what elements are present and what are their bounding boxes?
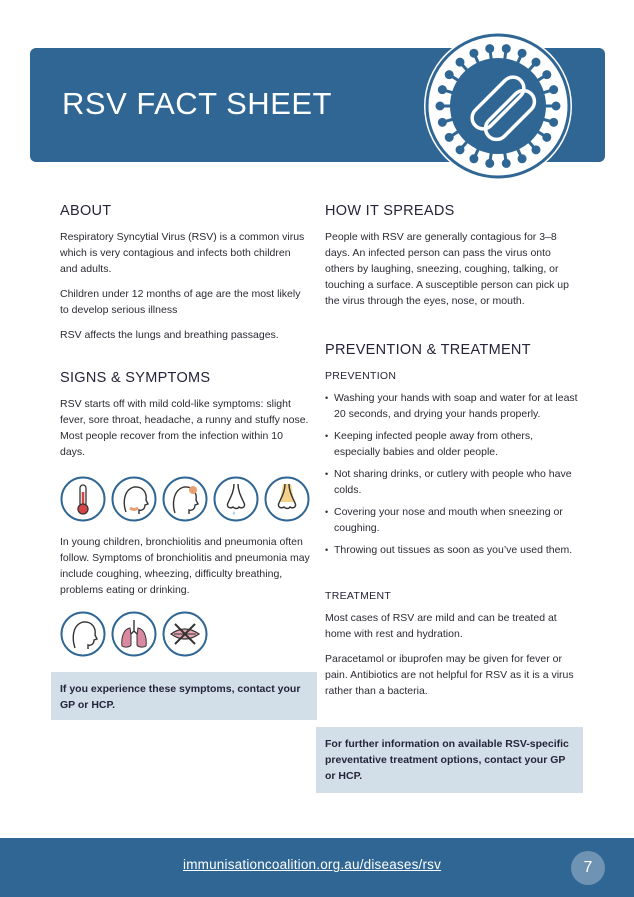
footer-link[interactable]: immunisationcoalition.org.au/diseases/rsv: [183, 857, 442, 872]
list-item: • Throwing out tissues as soon as you’ve used them.: [325, 542, 580, 558]
signs-children-text: In young children, bronchiolitis and pneumonia often follow. Symptoms of bronchiolitis and pneumonia may include coughing, wheezing, difficulty breathing, problems eating or drinking.: [60, 536, 310, 596]
list-item: • Covering your nose and mouth when sneezing or coughing.: [325, 504, 580, 536]
page-number: 7: [571, 851, 605, 885]
signs-intro: RSV starts off with mild cold-like symptoms: slight fever, sore throat, headache, a runny and stuffy nose. Most people recover from the infection within 10 days.: [60, 398, 309, 458]
about-paragraph-2: Children under 12 months of age are the most likely to develop serious illness: [60, 288, 301, 316]
no-eating-icon: [162, 611, 208, 657]
treatment-paragraph-1: Most cases of RSV are mild and can be treated at home with rest and hydration.: [325, 612, 557, 640]
treatment-subheading: TREATMENT: [325, 590, 392, 602]
signs-heading: SIGNS & SYMPTOMS: [60, 370, 211, 386]
about-paragraph-1: Respiratory Syncytial Virus (RSV) is a common virus which is very contagious and infects both children and adults.: [60, 231, 305, 275]
about-paragraph-3: RSV affects the lungs and breathing passages.: [60, 329, 279, 341]
symptoms-callout: If you experience these symptoms, contact your GP or HCP.: [51, 672, 317, 720]
list-item: • Washing your hands with soap and water for at least 20 seconds, and drying your hands properly.: [325, 390, 580, 422]
treatment-paragraph-2: Paracetamol or ibuprofen may be given for fever or pain. Antibiotics are not helpful for RSV as it is a virus rather than a bacteria.: [325, 653, 574, 697]
spreads-text: People with RSV are generally contagious for 3–8 days. An infected person can pass the virus onto others by laughing, sneezing, coughing, talking, or touching a surface. A susceptible person can pick up the virus through the eyes, nose, or mouth.: [325, 231, 569, 307]
treatment-callout: For further information on available RSV-specific preventative treatment options, contact your GP or HCP.: [316, 727, 583, 793]
prevention-subheading: PREVENTION: [325, 370, 397, 382]
lungs-icon: [111, 611, 157, 657]
stuffy-nose-icon: [264, 476, 310, 522]
prevention-list: [325, 390, 580, 564]
about-heading: ABOUT: [60, 203, 112, 219]
thermometer-icon: [60, 476, 106, 522]
runny-nose-icon: [213, 476, 259, 522]
prevention-treatment-heading: PREVENTION & TREATMENT: [325, 342, 531, 358]
page-title: RSV FACT SHEET: [62, 86, 332, 121]
list-item: • Not sharing drinks, or cutlery with people who have colds.: [325, 466, 580, 498]
coughing-icon: [60, 611, 106, 657]
spreads-heading: HOW IT SPREADS: [325, 203, 455, 219]
list-item: • Keeping infected people away from others, especially babies and older people.: [325, 428, 580, 460]
virus-icon: [422, 30, 574, 182]
headache-icon: [162, 476, 208, 522]
sore-throat-icon: [111, 476, 157, 522]
